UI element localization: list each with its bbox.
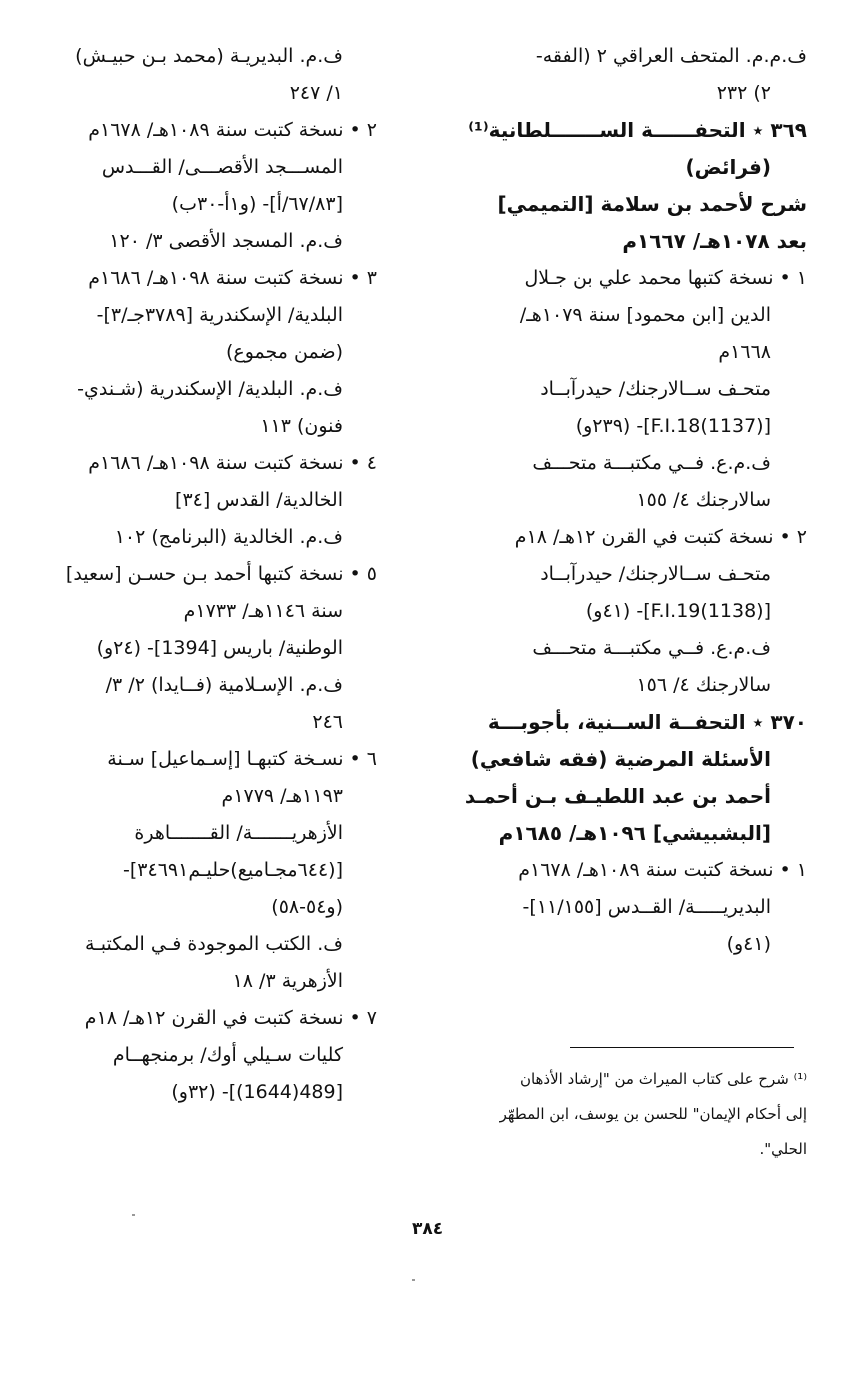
text-line: ف.م.م. المتحف العراقي ٢ (الفقه- [535, 45, 807, 67]
text-line: سالارجنك ٤/ ١٥٦ [636, 674, 771, 696]
text-line: ٢) ٢٣٢ [716, 82, 771, 104]
text-line: سالارجنك ٤/ ١٥٥ [636, 489, 771, 511]
text-line: الأزهريـــــــة/ القـــــــاهرة [134, 822, 343, 844]
text-line: فنون) ١١٣ [260, 415, 343, 437]
text-line: الخالدية/ القدس [٣٤] [175, 489, 343, 511]
text-line: البديريـــــة/ القــدس [١١/١٥٥]- [522, 896, 771, 918]
text-line: كليات سـيلي أوك/ برمنجهــام [112, 1044, 343, 1066]
text-line: ف.م. الإسـلامية (فــايدا) ٢/ ٣/ [105, 674, 343, 696]
page-number: ٣٨٤ [412, 1219, 444, 1239]
text-line: ١١٩٣هـ/ ١٧٧٩م [221, 785, 343, 807]
left-column [27, 44, 377, 1117]
text-line: [489(1644)]- (٣٢و) [171, 1081, 343, 1103]
entry-heading: (فرائض) [685, 155, 771, 179]
text-line: ف.م.ع. فــي مكتبـــة متحـــف [532, 637, 771, 659]
text-line: المســـجد الأقصـــى/ القـــدس [101, 156, 343, 178]
entry-heading: الأسئلة المرضية (فقه شافعي) [470, 747, 771, 771]
text-line: ١ • نسخة كتبت سنة ١٠٨٩هـ/ ١٦٧٨م [518, 859, 807, 881]
text-line: ف.م. المسجد الأقصى ٣/ ١٢٠ [109, 230, 343, 252]
entry-author: شرح لأحمد بن سلامة [التميمي] [497, 192, 807, 216]
text-line: متحـف ســالارجنك/ حيدرآبــاد [540, 563, 771, 585]
text-line: [(1138)F.I.19]- (٤١و) [585, 600, 771, 622]
scan-speck [412, 1279, 415, 1281]
footnote-line: ⁽¹⁾ شرح على كتاب الميراث من "إرشاد الأذهان [519, 1070, 807, 1088]
entry-author: [البشبيشي] ١٠٩٦هـ/ ١٦٨٥م [498, 821, 771, 845]
text-line: ١/ ٢٤٧ [289, 82, 343, 104]
text-line: (ضمن مجموع) [225, 341, 343, 363]
text-line: الدين [ابن محمود] سنة ١٠٧٩هـ/ [519, 304, 771, 326]
text-line: (٤١و) [726, 933, 771, 955]
entry-heading: ٣٦٩ ٭ التحفــــــة الســـــــلطانية⁽¹⁾ [468, 118, 807, 142]
text-line: (و٥٤-٥٨) [271, 896, 343, 918]
entry-author: أحمد بن عبد اللطيـف بـن أحمـد [464, 784, 771, 808]
text-line: الوطنية/ باريس [1394]- (٢٤و) [96, 637, 343, 659]
text-line: [٦٧/٨٣/أ]- (و١أ-٣٠ب) [171, 193, 343, 215]
footnote-line: الحلي". [759, 1140, 807, 1158]
entry-author: بعد ١٠٧٨هـ/ ١٦٦٧م [622, 229, 807, 253]
text-line: ف.م. الخالدية (البرنامج) ١٠٢ [114, 526, 343, 548]
text-line: سنة ١١٤٦هـ/ ١٧٣٣م [183, 600, 343, 622]
text-line: [(٦٤٤مجـاميع)حليـم٣٤٦٩١]- [123, 859, 343, 881]
text-line: ٤ • نسخة كتبت سنة ١٠٩٨هـ/ ١٦٨٦م [88, 452, 377, 474]
text-line: ف. الكتب الموجودة فـي المكتبـة [85, 933, 343, 955]
footnote-line: إلى أحكام الإيمان" للحسن بن يوسف، ابن المطهّر [499, 1105, 807, 1123]
text-line: ٣ • نسخة كتبت سنة ١٠٩٨هـ/ ١٦٨٦م [88, 267, 377, 289]
text-line: ف.م. البلدية/ الإسكندرية (شـندي- [77, 378, 343, 400]
text-line: ١٦٦٨م [718, 341, 771, 363]
footnote-divider [570, 1047, 794, 1048]
text-line: ٧ • نسخة كتبت في القرن ١٢هـ/ ١٨م [84, 1007, 377, 1029]
text-line: ٦ • نسـخة كتبهـا [إسـماعيل] سـنة [107, 748, 377, 770]
text-line: ٢٤٦ [312, 711, 343, 733]
text-line: الأزهرية ٣/ ١٨ [232, 970, 343, 992]
text-line: ٢ • نسخة كتبت في القرن ١٢هـ/ ١٨م [514, 526, 807, 548]
text-line: ف.م.ع. فــي مكتبـــة متحـــف [532, 452, 771, 474]
footnote [467, 1062, 807, 1167]
scan-speck [132, 1214, 135, 1216]
text-line: ١ • نسخة كتبها محمد علي بن جـلال [524, 267, 807, 289]
text-line: البلدية/ الإسكندرية [٣٧٨٩جـ/٣]- [96, 304, 343, 326]
entry-heading: ٣٧٠ ٭ التحفــة الســنية، بأجوبـــة [487, 710, 807, 734]
text-line: [(1137)F.I.18]- (٢٣٩و) [575, 415, 771, 437]
text-line: ٢ • نسخة كتبت سنة ١٠٨٩هـ/ ١٦٧٨م [88, 119, 377, 141]
text-line: متحـف ســالارجنك/ حيدرآبــاد [540, 378, 771, 400]
text-line: ف.م. البديريـة (محمد بـن حبيـش) [75, 45, 343, 67]
right-column [464, 44, 807, 969]
text-line: ٥ • نسخة كتبها أحمد بـن حسـن [سعيد] [65, 563, 377, 585]
